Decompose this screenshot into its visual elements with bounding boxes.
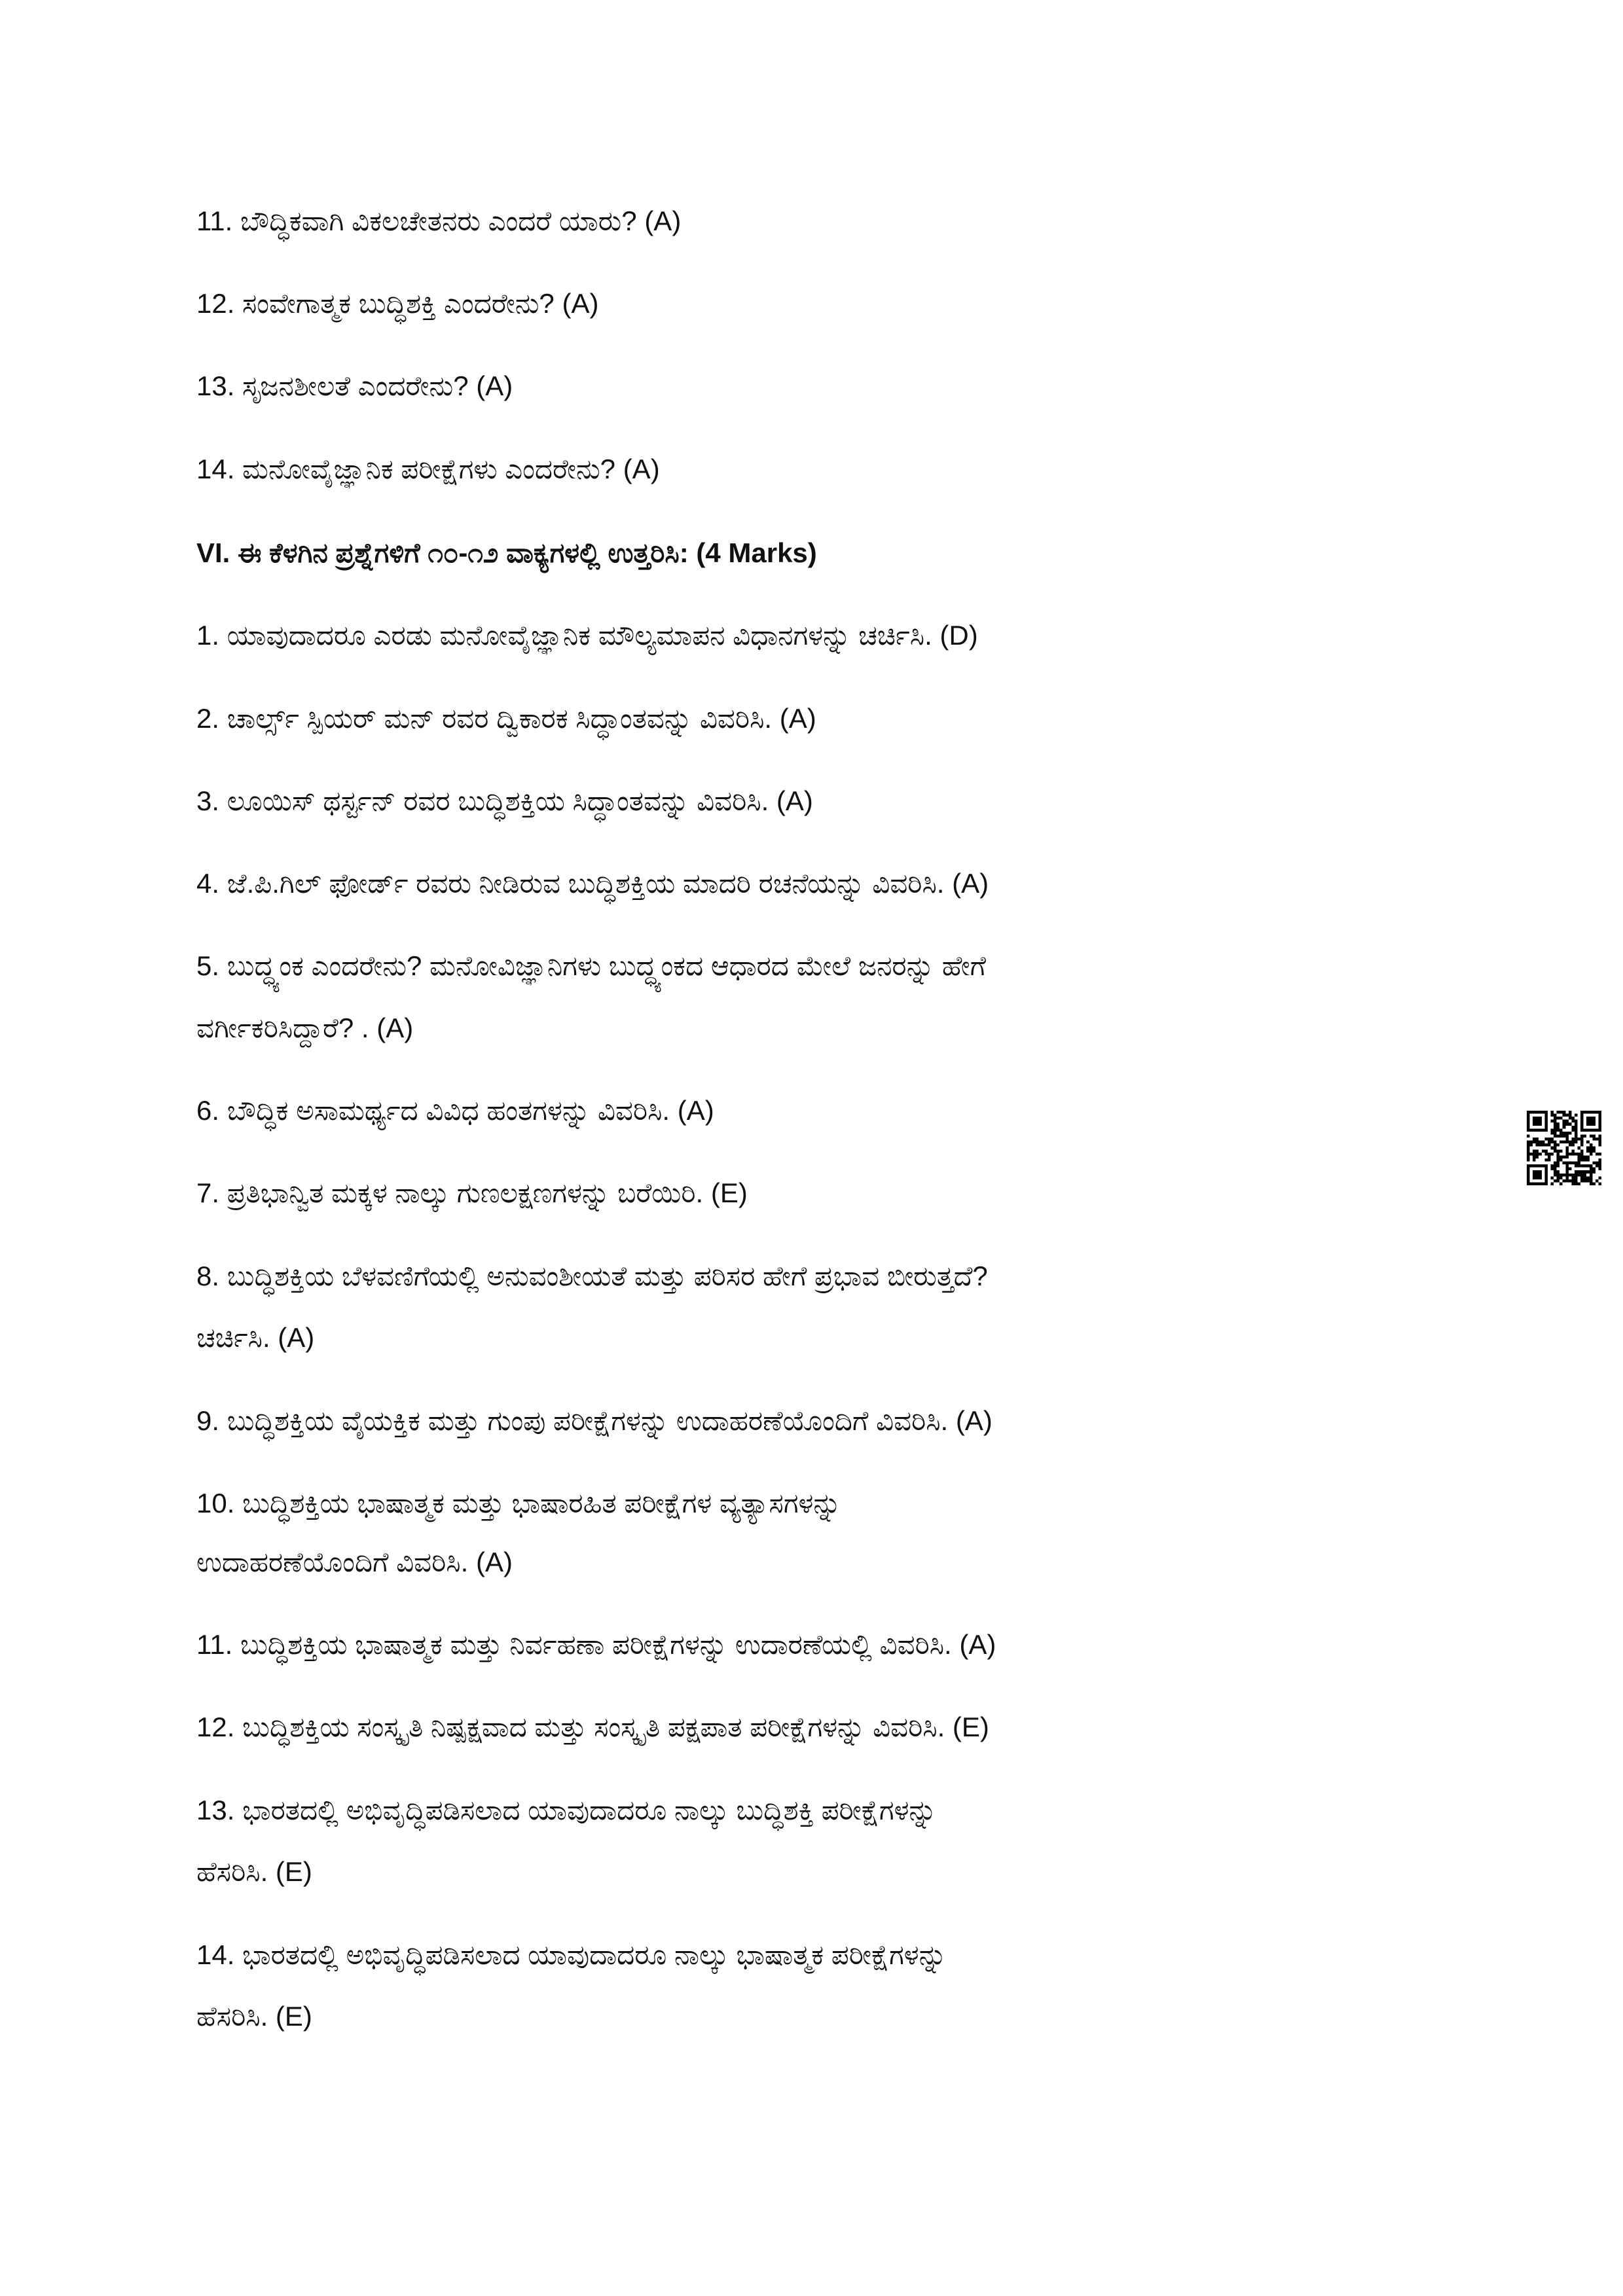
question-vi-3: 3. ಲೂಯಿಸ್ ಥರ್ಸ್ಟನ್ ರವರ ಬುದ್ಧಿಶಕ್ತಿಯ ಸಿದ್ಧಾಂತವನ್ನು ವಿವರಿಸಿ. (A) xyxy=(196,785,813,816)
question-vi-14-line1: 14. ಭಾರತದಲ್ಲಿ ಅಭಿವೃದ್ಧಿಪಡಿಸಲಾದ ಯಾವುದಾದರೂ ನಾಲ್ಕು ಭಾಷಾತ್ಮಕ ಪರೀಕ್ಷೆಗಳನ್ನು xyxy=(196,1939,947,1970)
question-v-12: 12. ಸಂವೇಗಾತ್ಮಕ ಬುದ್ಧಿಶಕ್ತಿ ಎಂದರೇನು? (A) xyxy=(196,288,599,319)
question-vi-5-line1: 5. ಬುದ್ಧ್ಯಂಕ ಎಂದರೇನು? ಮನೋವಿಜ್ಞಾನಿಗಳು ಬುದ್ಧ್ಯಂಕದ ಆಧಾರದ ಮೇಲೆ ಜನರನ್ನು ಹೇಗೆ xyxy=(196,950,986,981)
question-vi-9: 9. ಬುದ್ಧಿಶಕ್ತಿಯ ವೈಯಕ್ತಿಕ ಮತ್ತು ಗುಂಪು ಪರೀಕ್ಷೆಗಳನ್ನು ಉದಾಹರಣೆಯೊಂದಿಗೆ ವಿವರಿಸಿ. (A) xyxy=(196,1405,993,1436)
question-vi-12: 12. ಬುದ್ಧಿಶಕ್ತಿಯ ಸಂಸ್ಕೃತಿ ನಿಷ್ಪಕ್ಷವಾದ ಮತ್ತು ಸಂಸ್ಕೃತಿ ಪಕ್ಷಪಾತ ಪರೀಕ್ಷೆಗಳನ್ನು ವಿವರಿಸಿ. (E) xyxy=(196,1712,989,1742)
question-vi-7: 7. ಪ್ರತಿಭಾನ್ವಿತ ಮಕ್ಕಳ ನಾಲ್ಕು ಗುಣಲಕ್ಷಣಗಳನ್ನು ಬರೆಯಿರಿ. (E) xyxy=(196,1177,748,1208)
question-v-11: 11. ಬೌದ್ಧಿಕವಾಗಿ ವಿಕಲಚೇತನರು ಎಂದರೆ ಯಾರು? (A) xyxy=(196,206,682,236)
question-vi-14-line2: ಹೆಸರಿಸಿ. (E) xyxy=(196,2001,312,2032)
question-vi-1: 1. ಯಾವುದಾದರೂ ಎರಡು ಮನೋವೈಜ್ಞಾನಿಕ ಮೌಲ್ಯಮಾಪನ ವಿಧಾನಗಳನ್ನು ಚರ್ಚಿಸಿ. (D) xyxy=(196,620,978,651)
question-v-14: 14. ಮನೋವೈಜ್ಞಾನಿಕ ಪರೀಕ್ಷೆಗಳು ಎಂದರೇನು? (A) xyxy=(196,454,660,484)
question-vi-13-line1: 13. ಭಾರತದಲ್ಲಿ ಅಭಿವೃದ್ಧಿಪಡಿಸಲಾದ ಯಾವುದಾದರೂ ನಾಲ್ಕು ಬುದ್ಧಿಶಕ್ತಿ ಪರೀಕ್ಷೆಗಳನ್ನು xyxy=(196,1795,937,1825)
question-vi-8-line1: 8. ಬುದ್ಧಿಶಕ್ತಿಯ ಬೆಳವಣಿಗೆಯಲ್ಲಿ ಅನುವಂಶೀಯತೆ ಮತ್ತು ಪರಿಸರ ಹೇಗೆ ಪ್ರಭಾವ ಬೀರುತ್ತದೆ? xyxy=(196,1261,988,1291)
question-vi-11: 11. ಬುದ್ಧಿಶಕ್ತಿಯ ಭಾಷಾತ್ಮಕ ಮತ್ತು ನಿರ್ವಹಣಾ ಪರೀಕ್ಷೆಗಳನ್ನು ಉದಾರಣೆಯಲ್ಲಿ ವಿವರಿಸಿ. (A) xyxy=(196,1629,996,1660)
question-vi-4: 4. ಜೆ.ಪಿ.ಗಿಲ್ ಫೋರ್ಡ್ ರವರು ನೀಡಿರುವ ಬುದ್ಧಿಶಕ್ತಿಯ ಮಾದರಿ ರಚನೆಯನ್ನು ವಿವರಿಸಿ. (A) xyxy=(196,868,989,899)
question-v-13: 13. ಸೃಜನಶೀಲತೆ ಎಂದರೇನು? (A) xyxy=(196,370,513,401)
section-vi-heading: VI. ಈ ಕೆಳಗಿನ ಪ್ರಶ್ನೆಗಳಿಗೆ ೧೦-೧೨ ವಾಕ್ಯಗಳಲ್ಲಿ ಉತ್ತರಿಸಿ: (4 Marks) xyxy=(196,537,817,568)
qr-code-icon xyxy=(1527,1111,1601,1185)
question-vi-5-line2: ವರ್ಗೀಕರಿಸಿದ್ದಾರೆ? . (A) xyxy=(196,1013,414,1043)
question-vi-10-line1: 10. ಬುದ್ಧಿಶಕ್ತಿಯ ಭಾಷಾತ್ಮಕ ಮತ್ತು ಭಾಷಾರಹಿತ ಪರೀಕ್ಷೆಗಳ ವ್ಯತ್ಯಾಸಗಳನ್ನು xyxy=(196,1488,841,1518)
question-vi-8-line2: ಚರ್ಚಿಸಿ. (A) xyxy=(196,1322,315,1353)
question-vi-6: 6. ಬೌದ್ಧಿಕ ಅಸಾಮರ್ಥ್ಯದ ವಿವಿಧ ಹಂತಗಳನ್ನು ವಿವರಿಸಿ. (A) xyxy=(196,1095,714,1126)
question-vi-2: 2. ಚಾರ್ಲ್ಸ್ ಸ್ಪಿಯರ್ ಮನ್ ರವರ ದ್ವಿಕಾರಕ ಸಿದ್ಧಾಂತವನ್ನು ವಿವರಿಸಿ. (A) xyxy=(196,703,816,734)
question-vi-13-line2: ಹೆಸರಿಸಿ. (E) xyxy=(196,1856,312,1887)
question-vi-10-line2: ಉದಾಹರಣೆಯೊಂದಿಗೆ ವಿವರಿಸಿ. (A) xyxy=(196,1547,513,1577)
